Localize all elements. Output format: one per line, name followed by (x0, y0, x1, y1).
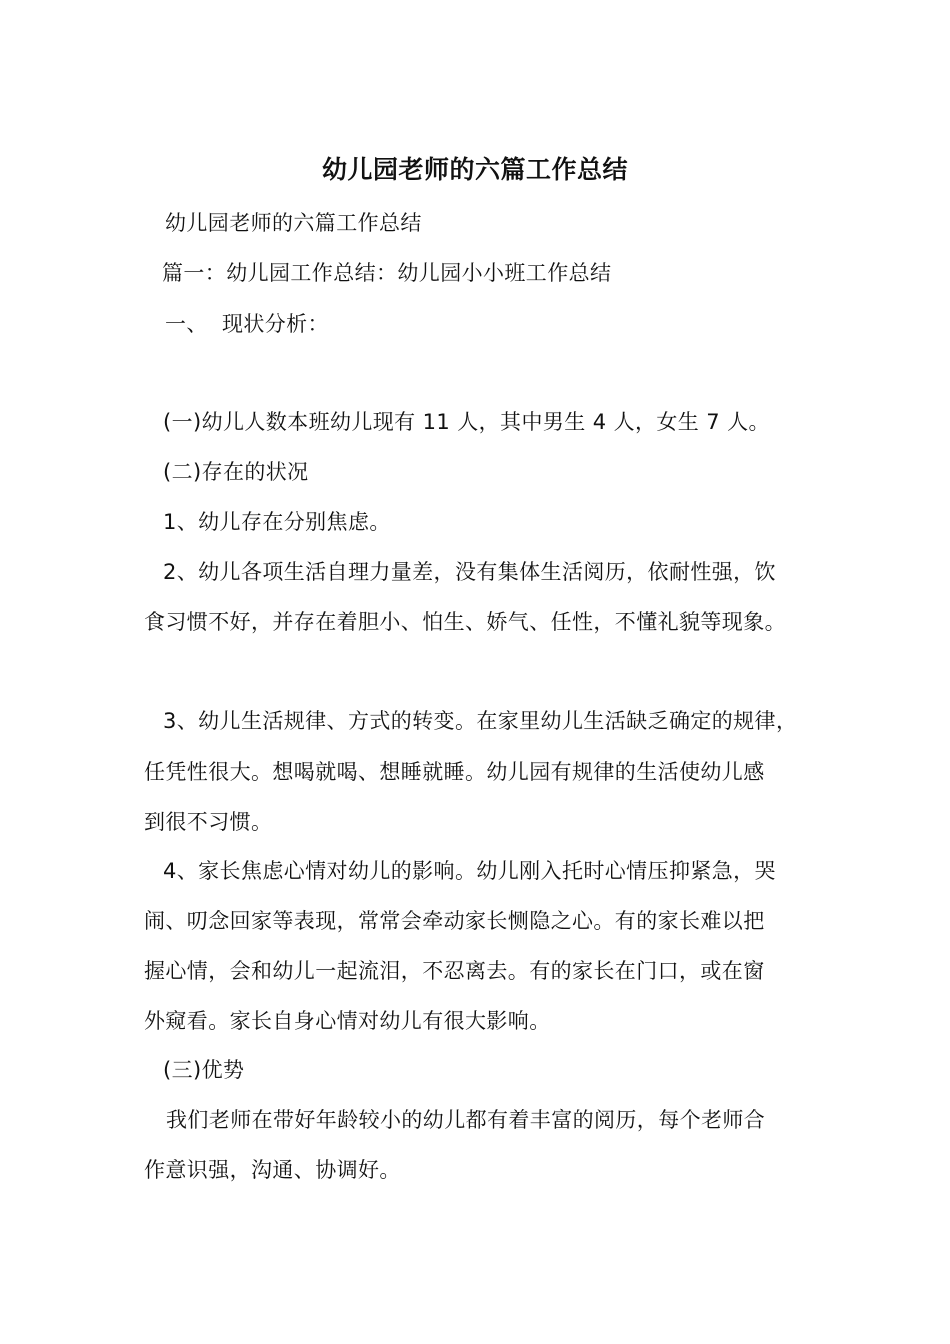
paragraph-line: (一)幼儿人数本班幼儿现有 11 人，其中男生 4 人，女生 7 人。 (163, 410, 770, 434)
paragraph-line: 闹、叨念回家等表现，常常会牵动家长恻隐之心。有的家长难以把 (144, 909, 765, 933)
paragraph-line: 到很不习惯。 (144, 810, 273, 834)
paragraph-line: 2、幼儿各项生活自理力量差，没有集体生活阅历，依耐性强，饮 (163, 560, 776, 584)
paragraph-line: 1、幼儿存在分别焦虑。 (163, 510, 391, 534)
paragraph-line: (二)存在的状况 (163, 460, 309, 484)
paragraph-line: 3、幼儿生活规律、方式的转变。在家里幼儿生活缺乏确定的规律， (163, 709, 798, 733)
paragraph-line: 4、家长焦虑心情对幼儿的影响。幼儿刚入托时心情压抑紧急，哭 (163, 859, 776, 883)
paragraph-line: 握心情，会和幼儿一起流泪，不忍离去。有的家长在门口，或在窗 (144, 959, 765, 983)
subsection-heading: 一、 现状分析： (165, 312, 329, 336)
paragraph-line: 我们老师在带好年龄较小的幼儿都有着丰富的阅历，每个老师合 (166, 1108, 766, 1132)
paragraph-line: 外窥看。家长自身心情对幼儿有很大影响。 (144, 1009, 551, 1033)
document-title: 幼儿园老师的六篇工作总结 (321, 155, 628, 184)
paragraph-line: 作意识强，沟通、协调好。 (144, 1158, 401, 1182)
paragraph-line: 食习惯不好，并存在着胆小、怕生、娇气、任性，不懂礼貌等现象。 (144, 610, 786, 634)
section-heading: 篇一：幼儿园工作总结：幼儿园小小班工作总结 (162, 261, 612, 285)
subtitle-line: 幼儿园老师的六篇工作总结 (165, 211, 422, 235)
paragraph-line: 任凭性很大。想喝就喝、想睡就睡。幼儿园有规律的生活使幼儿感 (144, 760, 765, 784)
paragraph-line: (三)优势 (163, 1058, 245, 1082)
